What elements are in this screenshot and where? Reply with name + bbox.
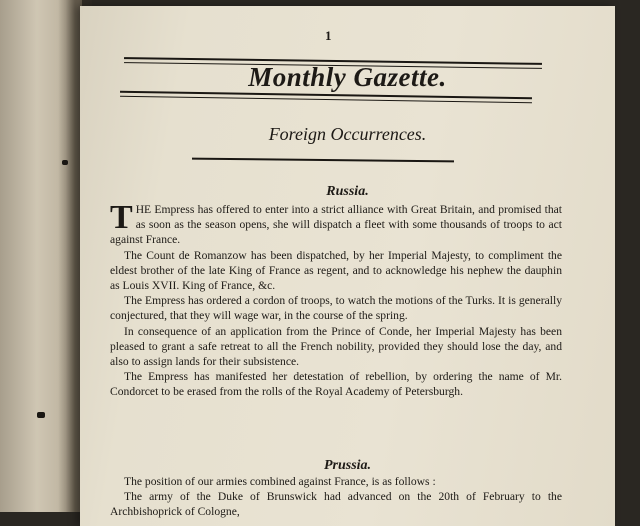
binding-thread-mark <box>37 412 45 418</box>
page-number: 1 <box>325 28 332 43</box>
russia-paragraph-1-text: HE Empress has offered to enter into a strict alliance with Great Britain, and promised that as soon as the season opens, she will dispatch a fleet with some thousands of troops to act against France. <box>110 203 562 247</box>
country-heading-prussia: Prussia. <box>323 458 372 473</box>
russia-paragraph-4: In consequence of an application from the Prince of Conde, her Imperial Majesty has been pleased to grant a safe retreat to all the French nobility, provided they should lose the day, and also to assign lands for their subsistence. <box>110 324 562 369</box>
binding-thread-mark <box>62 160 68 165</box>
prussia-article <box>110 474 562 520</box>
show-through-text <box>480 36 600 48</box>
russia-paragraph-2: The Count de Romanzow has been dispatched, by her Imperial Majesty, to compliment the eldest brother of the late King of France as regent, and to acknowledge his nephew the dauphin as Louis XVII. King of France, &c. <box>110 248 562 293</box>
russia-paragraph-3: The Empress has ordered a cordon of troops, to watch the motions of the Turks. It is generally conjectured, that they will wage war, in the course of the spring. <box>110 294 562 323</box>
prussia-paragraph-2: The army of the Duke of Brunswick had advanced on the 20th of February to the Archbishoprick of Cologne, <box>110 490 562 519</box>
prussia-paragraph-1: The position of our armies combined against France, is as follows : <box>124 475 436 488</box>
russia-article <box>110 199 562 400</box>
section-divider <box>192 158 454 163</box>
masthead-title: Monthly Gazette. <box>248 62 447 92</box>
section-heading: Foreign Occurrences. <box>268 124 427 144</box>
newspaper-page <box>80 6 615 526</box>
russia-paragraph-5: The Empress has manifested her detestation of rebellion, by ordering the name of Mr. Condorcet to be erased from the rolls of the Royal Academy of Petersburgh. <box>110 370 562 399</box>
drop-cap: T <box>110 199 133 236</box>
country-heading-russia: Russia. <box>326 184 369 199</box>
russia-paragraph-1 <box>110 199 562 248</box>
